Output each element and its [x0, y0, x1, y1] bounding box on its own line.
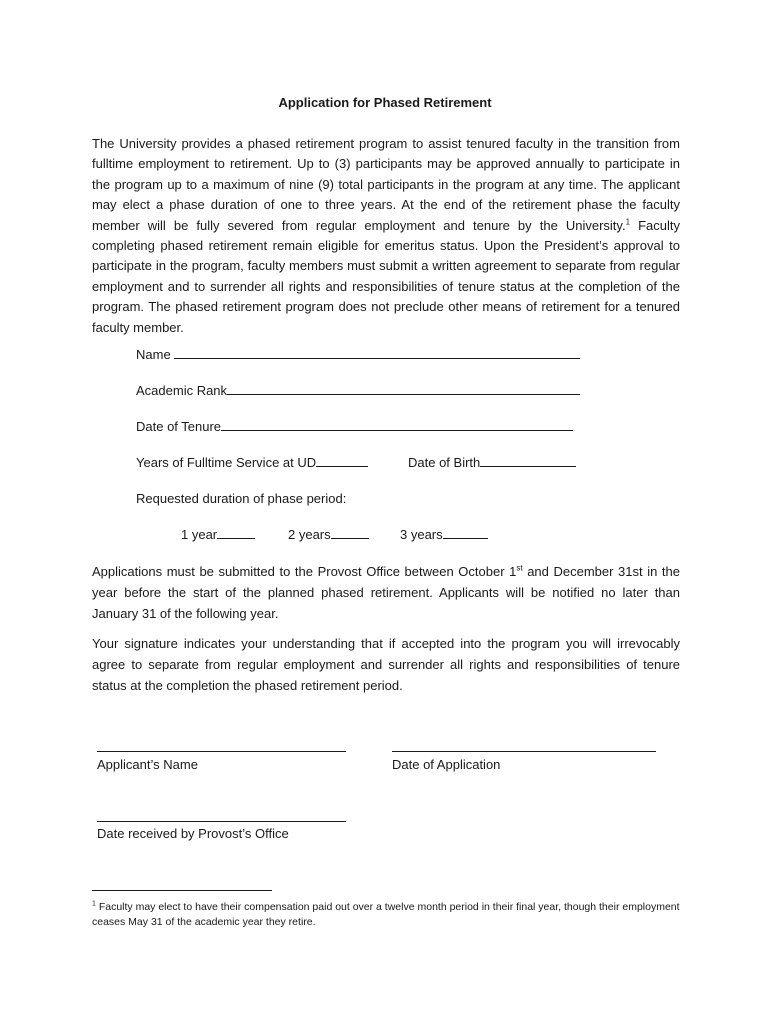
applicant-name-signature-line[interactable]	[97, 751, 346, 752]
date-of-tenure-field	[136, 419, 573, 434]
submission-text-part-2: and December 31st in the year before the start of the planned phased retirement. Applicants will be notified no later than January 31 of the following year.	[92, 564, 680, 621]
signature-notice: Your signature indicates your understanding that if accepted into the program you will irrevocably agree to separate from regular employment and surrender all rights and responsibilities of tenure status at the completion the phased retirement period.	[92, 636, 680, 693]
ordinal-suffix: st	[516, 563, 523, 573]
duration-option-label: 1 year	[181, 527, 218, 542]
duration-option-3-years	[400, 527, 488, 542]
duration-option-input-line[interactable]	[217, 537, 255, 539]
footnote-text: Faculty may elect to have their compensation paid out over a twelve month period in their final year, though their employment ceases May 31 of the academic year they retire.	[92, 901, 680, 928]
date-of-birth-input-line[interactable]	[480, 465, 576, 467]
academic-rank-field	[136, 383, 580, 398]
date-of-tenure-label: Date of Tenure	[136, 419, 222, 434]
date-of-birth-label: Date of Birth	[408, 455, 481, 470]
date-of-application-label: Date of Application	[392, 757, 501, 772]
years-service-input-line[interactable]	[316, 465, 368, 467]
footnote-marker: 1	[92, 900, 96, 908]
date-of-tenure-input-line[interactable]	[221, 429, 573, 431]
name-input-line[interactable]	[174, 357, 580, 359]
intro-text-part-2: Faculty completing phased retirement remain eligible for emeritus status. Upon the President’s approval to participate in the program, faculty members must submit a written agreement to separate from regular employment and to surrender all rights and responsibilities of tenure status at the completion of the program. The phased retirement program does not preclude other means of retirement for a tenured faculty member.	[92, 217, 680, 335]
page-title: Application for Phased Retirement	[278, 95, 492, 110]
name-field	[136, 347, 580, 362]
intro-text-part-1: The University provides a phased retirement program to assist tenured faculty in the transition from fulltime employment to retirement. Up to (3) participants may be approved annually to participate in the program up to a maximum of nine (9) total participants in the program at any time. The applicant may elect a phase duration of one to three years. At the end of the retirement phase the faculty member will be fully severed from regular employment and tenure by the University.	[92, 136, 680, 233]
duration-option-input-line[interactable]	[443, 537, 488, 539]
years-service-label: Years of Fulltime Service at UD	[136, 455, 317, 470]
duration-option-input-line[interactable]	[331, 537, 369, 539]
footnote-reference[interactable]: 1	[625, 217, 631, 227]
date-received-line[interactable]	[97, 821, 346, 822]
academic-rank-label: Academic Rank	[136, 383, 228, 398]
duration-option-1-year	[181, 527, 255, 542]
applicant-name-label: Applicant’s Name	[97, 757, 198, 772]
requested-duration-label: Requested duration of phase period:	[136, 491, 347, 506]
duration-option-2-years	[288, 527, 369, 542]
intro-paragraph	[92, 134, 680, 338]
date-of-application-line[interactable]	[392, 751, 656, 752]
footnote-divider	[92, 890, 272, 891]
footnote	[92, 900, 682, 930]
duration-option-label: 3 years	[400, 527, 443, 542]
duration-option-label: 2 years	[288, 527, 331, 542]
years-service-field	[136, 455, 368, 470]
submission-paragraph	[92, 561, 680, 624]
date-received-label: Date received by Provost’s Office	[97, 826, 289, 841]
submission-text-part-1: Applications must be submitted to the Provost Office between October 1	[92, 564, 517, 579]
academic-rank-input-line[interactable]	[227, 393, 580, 395]
date-of-birth-field	[408, 455, 576, 470]
name-label: Name	[136, 347, 171, 362]
